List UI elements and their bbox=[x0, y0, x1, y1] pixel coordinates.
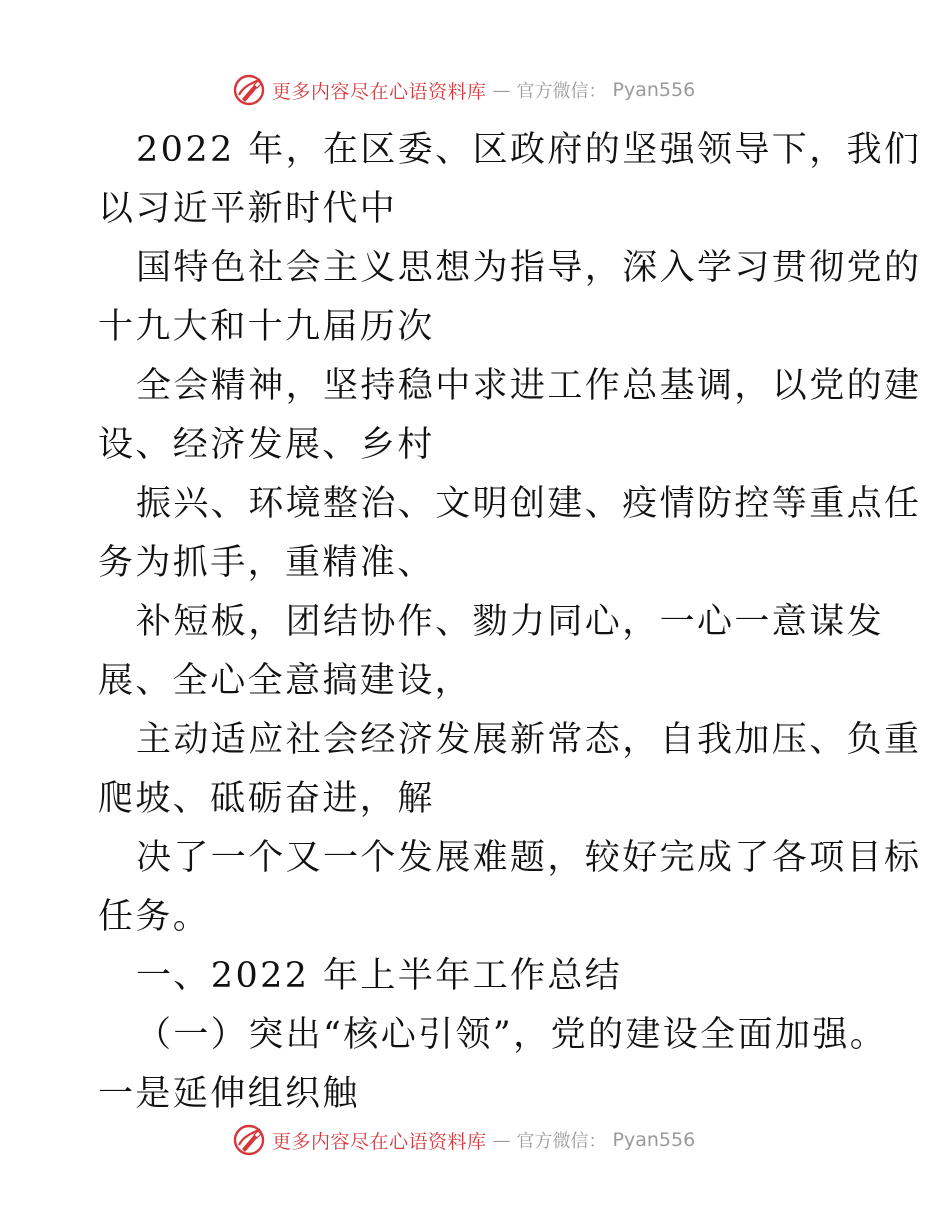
header-dash: — bbox=[492, 79, 511, 101]
body-line: 国特色社会主义思想为指导，深入学习贯彻党的 bbox=[136, 248, 922, 288]
footer-banner bbox=[232, 1122, 695, 1158]
body-line: 全会精神，坚持稳中求进工作总基调，以党的建 bbox=[136, 366, 922, 406]
body-line: 任务。 bbox=[98, 897, 211, 937]
pen-swirl-logo-icon bbox=[232, 73, 266, 107]
body-line: 展、全心全意搞建设， bbox=[98, 661, 473, 701]
body-line: 振兴、环境整治、文明创建、疫情防控等重点任 bbox=[136, 484, 922, 524]
pen-swirl-logo-icon bbox=[232, 1123, 266, 1157]
body-line: 补短板，团结协作、勠力同心，一心一意谋发 bbox=[136, 602, 885, 642]
body-line: 主动适应社会经济发展新常态，自我加压、负重 bbox=[136, 720, 922, 760]
subsection-heading: （一）突出“核心引领”，党的建设全面加强。 bbox=[136, 1015, 888, 1055]
section-heading: 一、2022 年上半年工作总结 bbox=[136, 956, 623, 996]
body-line: 爬坡、砥砺奋进，解 bbox=[98, 779, 435, 819]
body-line: 十九大和十九届历次 bbox=[98, 307, 435, 347]
document-body bbox=[98, 121, 922, 1124]
footer-dash: — bbox=[492, 1129, 511, 1151]
footer-wechat-label: 官方微信： bbox=[516, 1131, 607, 1152]
header-wechat-id: Pyan556 bbox=[612, 79, 696, 101]
body-line: 2022 年，在区委、区政府的坚强领导下，我们 bbox=[136, 130, 922, 170]
footer-brand-text: 更多内容尽在心语资料库 bbox=[272, 1130, 487, 1153]
header-banner bbox=[232, 72, 695, 108]
body-line: 一是延伸组织触 bbox=[98, 1074, 360, 1114]
body-line: 务为抓手，重精准、 bbox=[98, 543, 435, 583]
body-line: 决了一个又一个发展难题，较好完成了各项目标 bbox=[136, 838, 922, 878]
body-line: 以习近平新时代中 bbox=[98, 189, 398, 229]
header-brand-text: 更多内容尽在心语资料库 bbox=[272, 80, 487, 103]
header-wechat-label: 官方微信： bbox=[516, 81, 607, 102]
footer-wechat-id: Pyan556 bbox=[612, 1129, 696, 1151]
body-line: 设、经济发展、乡村 bbox=[98, 425, 435, 465]
